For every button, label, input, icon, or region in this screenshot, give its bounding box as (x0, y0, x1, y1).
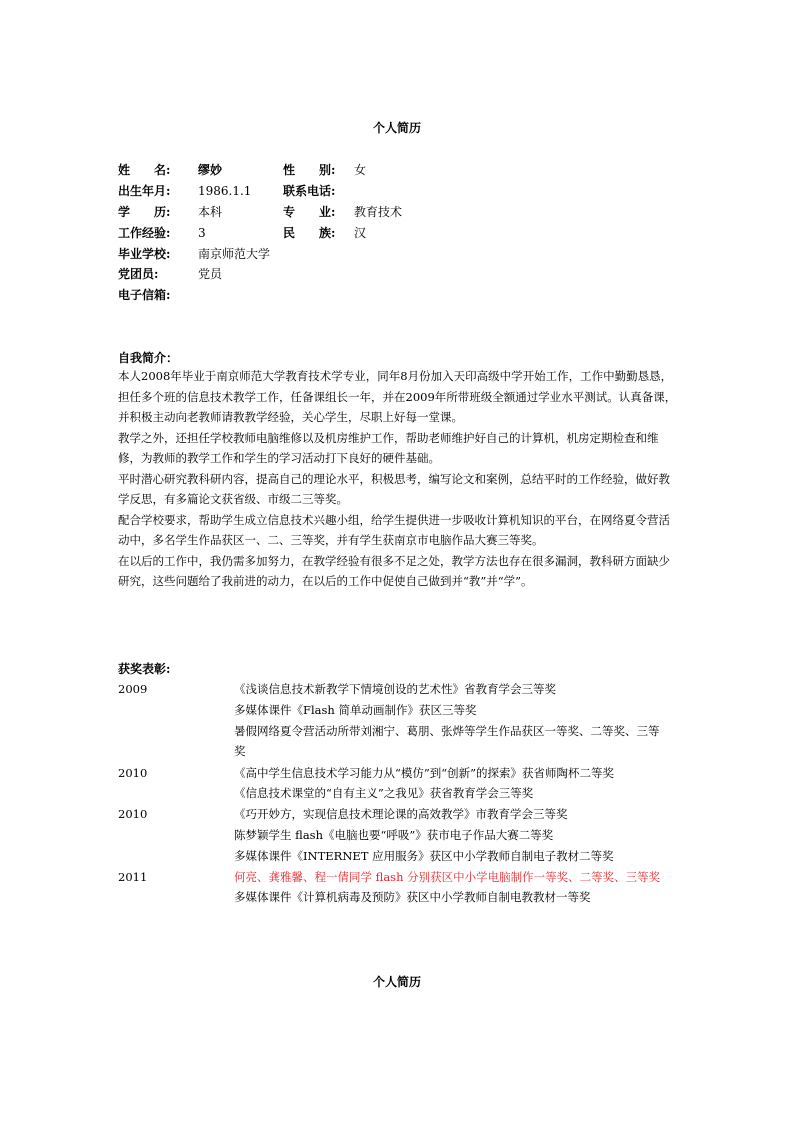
intro-body (118, 366, 678, 592)
intro-paragraph: 平时潜心研究教科研内容，提高自己的理论水平，积极思考，编写论文和案例，总结平时的工作经验，做好教学反思，有多篇论文获省级、市级二三等奖。 (118, 471, 670, 506)
experience-value: 3 (198, 226, 206, 240)
intro-paragraph: 配合学校要求，帮助学生成立信息技术兴趣小组，给学生提供进一步吸收计算机知识的平台，在网络夏令营活动中，多名学生作品获区一、二、三等奖，并有学生获南京市电脑作品大赛三等奖。 (118, 512, 670, 547)
party-label: 党团员: (118, 267, 159, 281)
awards-heading: 获奖表彰: (118, 662, 171, 676)
page-title: 个人简历 (372, 121, 421, 135)
intro-paragraph: 教学之外，还担任学校教师电脑维修以及机房维护工作，帮助老师维护好自己的计算机，机房定期检查和维修，为教师的教学工作和学生的学习活动打下良好的硬件基础。 (118, 430, 659, 465)
award-item: 陈梦颖学生 flash《电脑也要“呼吸”》获市电子作品大赛二等奖 (234, 828, 554, 842)
award-year: 2010 (118, 766, 148, 780)
award-item-highlight: 何亮、龚雅馨、程一倩同学 flash 分别获区中小学电脑制作一等奖、二等奖、三等奖 (234, 870, 661, 884)
email-label: 电子信箱: (118, 288, 171, 302)
education-label: 学 历: (118, 205, 171, 219)
award-item: 《信息技术课堂的“自有主义”之我见》获省教育学会三等奖 (234, 786, 534, 800)
ethnicity-label: 民 族: (283, 226, 336, 240)
award-item: 《浅谈信息技术新教学下情境创设的艺术性》省教育学会三等奖 (234, 682, 556, 696)
birth-label: 出生年月: (118, 184, 171, 198)
experience-label: 工作经验: (118, 226, 171, 240)
award-year: 2009 (118, 682, 148, 696)
major-value: 教育技术 (354, 205, 403, 219)
name-label: 姓 名: (118, 163, 171, 177)
major-label: 专 业: (283, 205, 336, 219)
page-title-bottom: 个人简历 (372, 975, 421, 989)
award-item: 多媒体课件《计算机病毒及预防》获区中小学教师自制电教教材一等奖 (234, 890, 591, 904)
ethnicity-value: 汉 (354, 226, 367, 240)
phone-label: 联系电话: (283, 184, 336, 198)
intro-heading: 自我简介： (118, 351, 179, 365)
gender-label: 性 别: (283, 163, 336, 177)
education-value: 本科 (198, 205, 223, 219)
school-label: 毕业学校: (118, 247, 171, 261)
award-item: 多媒体课件《Flash 简单动画制作》获区三等奖 (234, 703, 477, 717)
award-item: 多媒体课件《INTERNET 应用服务》获区中小学教师自制电子教材二等奖 (234, 849, 614, 863)
gender-value: 女 (354, 163, 367, 177)
award-item: 《巧开妙方，实现信息技术理论课的高效教学》市教育学会三等奖 (234, 807, 568, 821)
award-item: 暑假网络夏令营活动所带刘湘宁、葛朋、张烨等学生作品获区一等奖、二等奖、三等 (234, 724, 660, 738)
name-value: 缪妙 (198, 163, 223, 177)
intro-paragraph: 本人2008年毕业于南京师范大学教育技术学专业，同年8月份加入天印高级中学开始工作，工作中勤勤恳恳，担任多个班的信息技术教学工作，任备课组长一年，并在2009年所带班级全额通过学业水平测试。认真备课，并积极主动向老教师请教教学经验，关心学生，尽职上好每一堂课。 (118, 369, 677, 424)
school-value: 南京师范大学 (198, 247, 271, 261)
party-value: 党员 (198, 267, 223, 281)
award-year: 2010 (118, 807, 148, 821)
award-item: 奖 (234, 744, 246, 758)
award-year: 2011 (118, 870, 148, 884)
award-item: 《高中学生信息技术学习能力从“模仿”到“创新”的探索》获省师陶杯二等奖 (234, 766, 615, 780)
intro-paragraph: 在以后的工作中，我仍需多加努力，在教学经验有很多不足之处，教学方法也存在很多漏洞，教科研方面缺少研究，这些问题给了我前进的动力，在以后的工作中促使自己做到并“教”并“学”。 (118, 553, 670, 588)
birth-value: 1986.1.1 (198, 184, 252, 198)
